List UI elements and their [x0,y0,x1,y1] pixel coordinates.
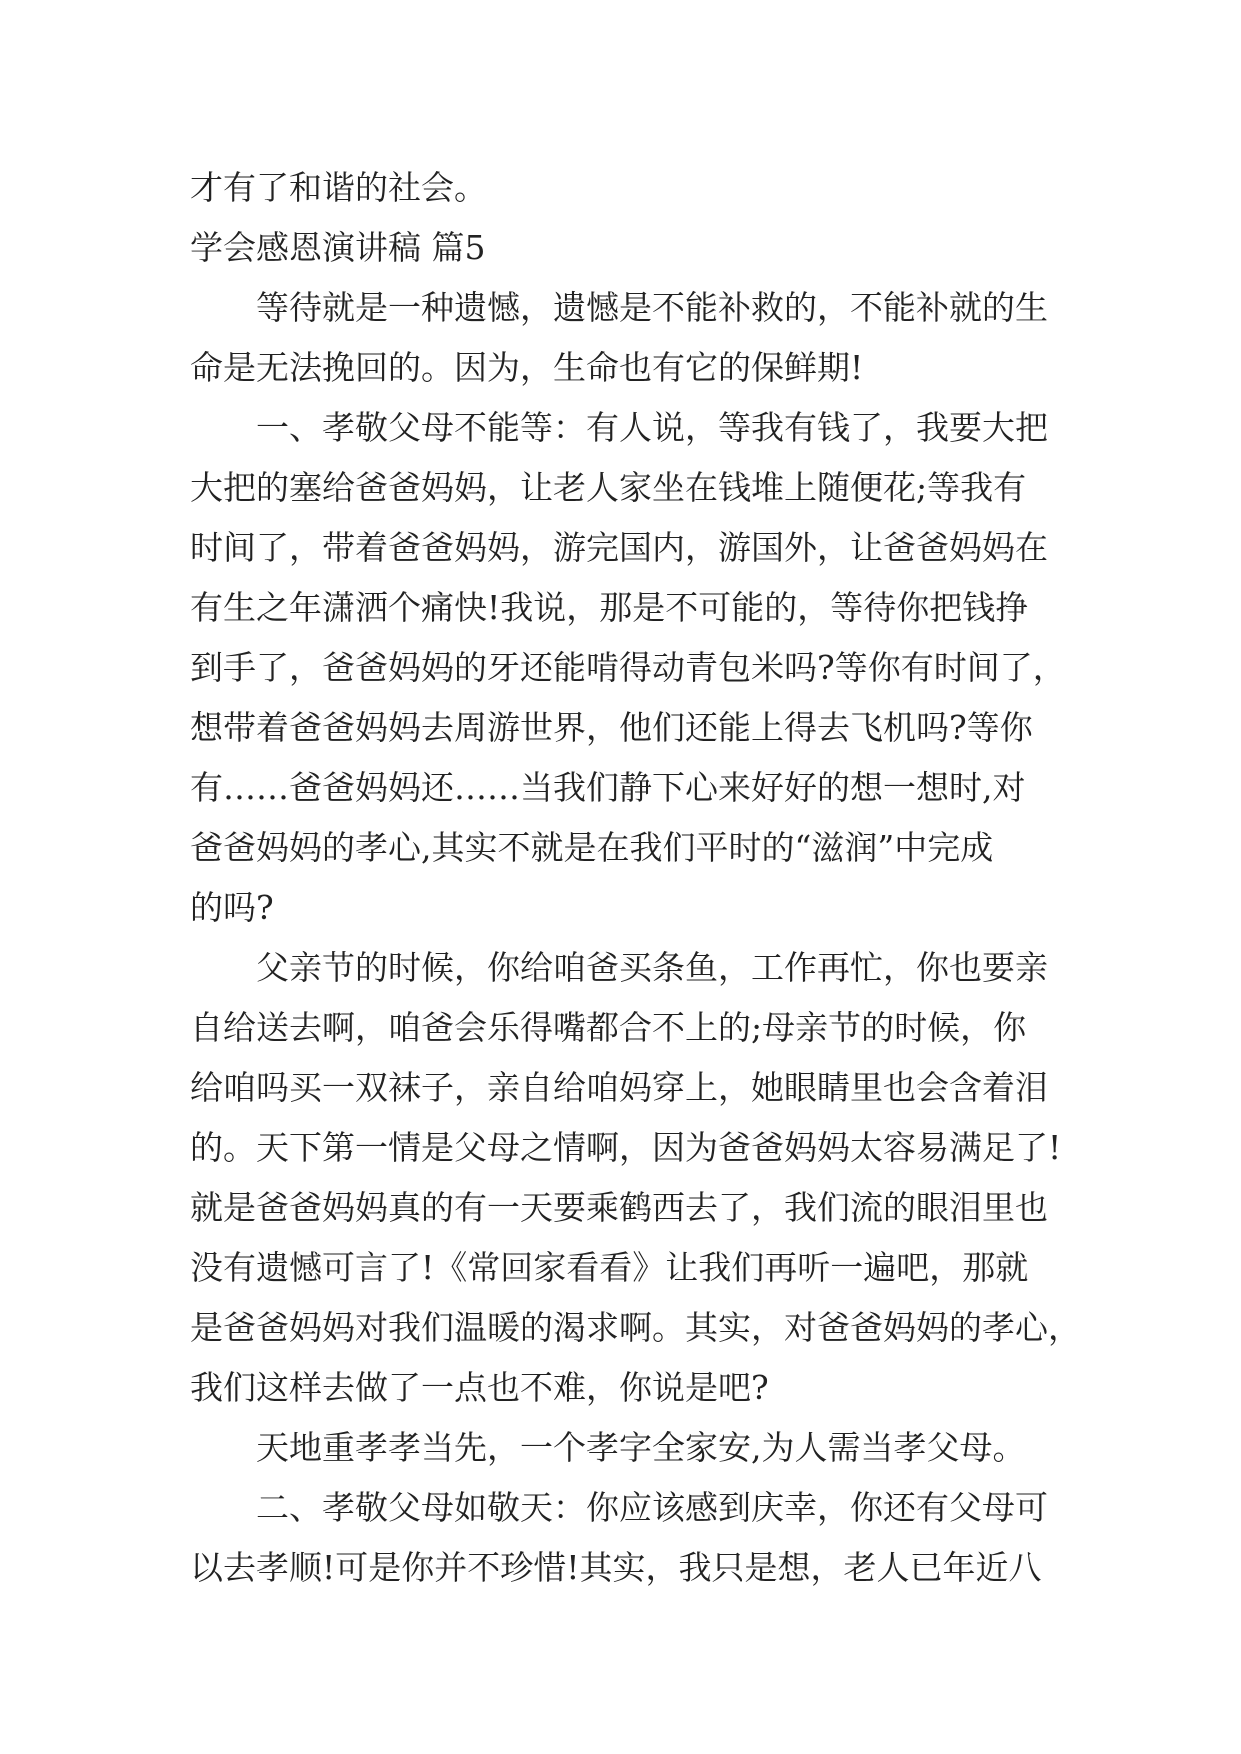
text-line: 想带着爸爸妈妈去周游世界，他们还能上得去飞机吗?等你 [190,708,1033,747]
text-line: 一、孝敬父母不能等：有人说，等我有钱了，我要大把 [256,408,1048,447]
text-line: 没有遗憾可言了!《常回家看看》让我们再听一遍吧，那就 [190,1248,1029,1287]
text-line: 有……爸爸妈妈还……当我们静下心来好好的想一想时,对 [190,768,1026,807]
text-line: 自给送去啊，咱爸会乐得嘴都合不上的;母亲节的时候，你 [190,1008,1027,1047]
section-heading: 学会感恩演讲稿 篇5 [190,228,486,267]
text-line: 给咱吗买一双袜子，亲自给咱妈穿上，她眼睛里也会含着泪 [190,1068,1048,1107]
text-line: 二、孝敬父母如敬天：你应该感到庆幸，你还有父母可 [256,1488,1048,1527]
text-line: 父亲节的时候，你给咱爸买条鱼，工作再忙，你也要亲 [256,948,1048,987]
text-line: 的。天下第一情是父母之情啊，因为爸爸妈妈太容易满足了! [190,1128,1062,1167]
text-line: 等待就是一种遗憾，遗憾是不能补救的，不能补就的生 [256,288,1048,327]
text-line: 天地重孝孝当先，一个孝字全家安,为人需当孝父母。 [256,1428,1026,1467]
text-line: 时间了，带着爸爸妈妈，游完国内，游国外，让爸爸妈妈在 [190,528,1048,567]
text-line: 的吗? [190,888,274,927]
text-line: 我们这样去做了一点也不难，你说是吧? [190,1368,769,1407]
text-line: 爸爸妈妈的孝心,其实不就是在我们平时的“滋润”中完成 [190,828,994,867]
text-line: 命是无法挽回的。因为，生命也有它的保鲜期! [190,348,864,387]
text-line: 到手了，爸爸妈妈的牙还能啃得动青包米吗?等你有时间了， [190,648,1066,687]
text-line: 就是爸爸妈妈真的有一天要乘鹤西去了，我们流的眼泪里也 [190,1188,1048,1227]
text-line: 才有了和谐的社会。 [190,168,487,207]
text-line: 大把的塞给爸爸妈妈，让老人家坐在钱堆上随便花;等我有 [190,468,1027,507]
text-line: 以去孝顺!可是你并不珍惜!其实，我只是想，老人已年近八 [190,1548,1042,1587]
text-line: 有生之年潇洒个痛快!我说，那是不可能的，等待你把钱挣 [190,588,1029,627]
text-line: 是爸爸妈妈对我们温暖的渴求啊。其实，对爸爸妈妈的孝心， [190,1308,1081,1347]
